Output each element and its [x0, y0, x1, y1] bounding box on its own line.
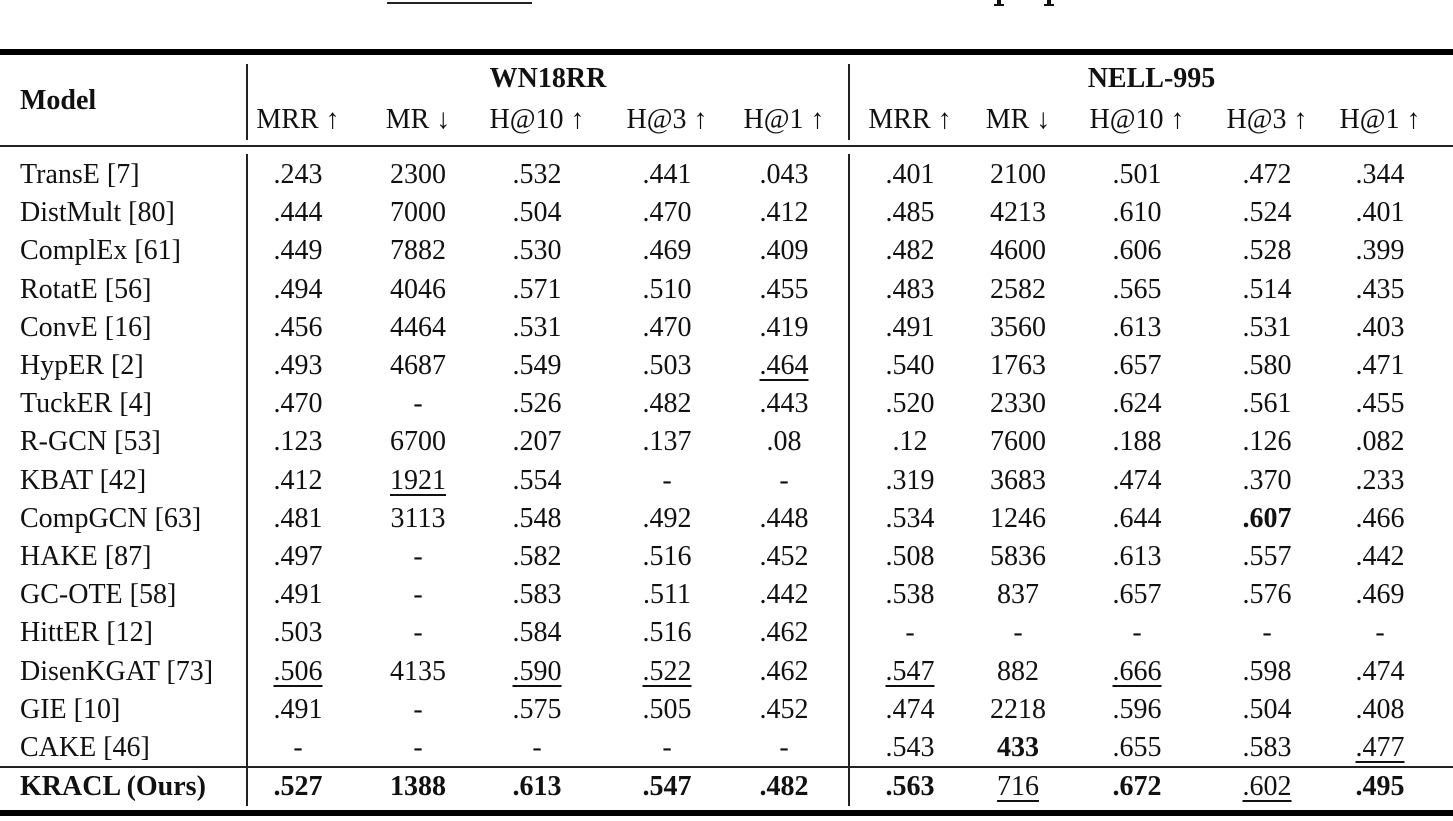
table-top-rule — [0, 49, 1453, 55]
metric-header-nell995: MR ↓ — [985, 104, 1051, 135]
metric-value-cell: 2300 — [390, 159, 446, 190]
metric-value-cell: .319 — [885, 464, 935, 496]
metric-value-cell: .442 — [759, 579, 809, 611]
metric-value-cell: .455 — [759, 273, 809, 305]
metric-value-cell: - — [413, 579, 423, 611]
metric-value-cell: .412 — [759, 197, 809, 229]
metric-value-cell: 6700 — [390, 426, 446, 458]
metric-value-cell: .557 — [1242, 541, 1292, 572]
metric-value-cell: .409 — [759, 235, 809, 267]
metric-value-cell: .233 — [1355, 464, 1405, 496]
metric-value-cell: - — [413, 617, 423, 649]
metric-value-cell: .613 — [512, 771, 562, 802]
model-name-cell: ComplEx [61] — [20, 235, 181, 267]
metric-value-cell: .082 — [1355, 426, 1405, 458]
metric-value-cell: .449 — [273, 235, 323, 267]
metric-value-cell: .538 — [885, 579, 935, 611]
metric-value-cell: .584 — [512, 617, 562, 649]
metric-value-cell: .455 — [1355, 388, 1405, 420]
metric-value-cell: .462 — [759, 655, 809, 687]
caption-glyph-fragment — [1047, 0, 1051, 6]
metric-value-cell: .508 — [885, 541, 935, 572]
metric-value-cell: .504 — [512, 197, 562, 229]
metric-value-cell: 2218 — [990, 693, 1046, 725]
metric-value-cell: .522 — [642, 655, 692, 687]
metric-value-cell: .602 — [1242, 771, 1292, 802]
metric-value-cell: 4464 — [390, 311, 446, 343]
metric-header-wn18rr: H@1 ↑ — [743, 104, 825, 135]
metric-value-cell: .506 — [273, 655, 323, 687]
metric-value-cell: .472 — [1242, 159, 1292, 190]
model-column-header: Model — [20, 85, 97, 116]
metric-value-cell: .583 — [1242, 732, 1292, 763]
model-name-cell: R-GCN [53] — [20, 426, 161, 458]
model-name-cell: KRACL (Ours) — [20, 771, 206, 802]
model-name-cell: CAKE [46] — [20, 732, 150, 763]
metric-value-cell: .491 — [885, 311, 935, 343]
metric-value-cell: .043 — [759, 159, 809, 190]
metric-value-cell: .471 — [1355, 350, 1405, 381]
metric-header-nell995: MRR ↑ — [868, 104, 952, 135]
metric-value-cell: .470 — [642, 197, 692, 229]
metric-value-cell: .582 — [512, 541, 562, 572]
metric-value-cell: .444 — [273, 197, 323, 229]
metric-value-cell: - — [662, 732, 672, 763]
model-name-cell: CompGCN [63] — [20, 502, 202, 534]
metric-value-cell: .516 — [642, 541, 692, 572]
metric-value-cell: .474 — [1112, 464, 1162, 496]
metric-value-cell: .456 — [273, 311, 323, 343]
metric-value-cell: 2582 — [990, 273, 1046, 305]
metric-value-cell: - — [413, 541, 423, 572]
metric-value-cell: .12 — [892, 426, 928, 458]
metric-value-cell: 2330 — [990, 388, 1046, 420]
metric-value-cell: .598 — [1242, 655, 1292, 687]
metric-value-cell: .511 — [643, 579, 691, 611]
metric-value-cell: .408 — [1355, 693, 1405, 725]
metric-value-cell: .554 — [512, 464, 562, 496]
metric-value-cell: 1763 — [990, 350, 1046, 381]
metric-value-cell: .505 — [642, 693, 692, 725]
header-rule — [0, 145, 1453, 147]
metric-value-cell: .530 — [512, 235, 562, 267]
metric-value-cell: 882 — [997, 655, 1039, 687]
model-name-cell: TuckER [4] — [20, 388, 152, 420]
dataset-header-wn18rr: WN18RR — [489, 63, 607, 94]
metric-value-cell: - — [1262, 617, 1272, 649]
table-bottom-rule — [0, 810, 1453, 816]
caption-glyph-fragment — [997, 0, 1001, 6]
metric-value-cell: .470 — [273, 388, 323, 420]
metric-value-cell: .412 — [273, 464, 323, 496]
metric-value-cell: 2100 — [990, 159, 1046, 190]
metric-value-cell: .474 — [1355, 655, 1405, 687]
metric-value-cell: .483 — [885, 273, 935, 305]
metric-value-cell: .435 — [1355, 273, 1405, 305]
metric-value-cell: .607 — [1242, 502, 1292, 534]
metric-value-cell: 1246 — [990, 502, 1046, 534]
metric-value-cell: .657 — [1112, 350, 1162, 381]
metric-value-cell: .469 — [1355, 579, 1405, 611]
metric-value-cell: .571 — [512, 273, 562, 305]
metric-value-cell: .547 — [885, 655, 935, 687]
metric-value-cell: .534 — [885, 502, 935, 534]
model-name-cell: GC-OTE [58] — [20, 579, 177, 611]
metric-value-cell: .548 — [512, 502, 562, 534]
metric-value-cell: .207 — [512, 426, 562, 458]
metric-value-cell: - — [532, 732, 542, 763]
metric-value-cell: .482 — [642, 388, 692, 420]
metric-value-cell: .493 — [273, 350, 323, 381]
metric-value-cell: .503 — [273, 617, 323, 649]
metric-value-cell: .477 — [1355, 732, 1405, 763]
metric-value-cell: .491 — [273, 693, 323, 725]
metric-value-cell: 4213 — [990, 197, 1046, 229]
metric-value-cell: .520 — [885, 388, 935, 420]
metric-header-wn18rr: H@3 ↑ — [626, 104, 708, 135]
metric-value-cell: - — [779, 732, 789, 763]
metric-value-cell: .442 — [1355, 541, 1405, 572]
metric-value-cell: .495 — [1355, 771, 1405, 802]
metric-value-cell: 7600 — [990, 426, 1046, 458]
metric-value-cell: .126 — [1242, 426, 1292, 458]
metric-value-cell: .491 — [273, 579, 323, 611]
metric-value-cell: .497 — [273, 541, 323, 572]
model-name-cell: ConvE [16] — [20, 311, 152, 343]
model-name-cell: GIE [10] — [20, 693, 121, 725]
metric-value-cell: .596 — [1112, 693, 1162, 725]
metric-value-cell: .613 — [1112, 311, 1162, 343]
metric-value-cell: .561 — [1242, 388, 1292, 420]
metric-value-cell: .441 — [642, 159, 692, 190]
model-name-cell: HAKE [87] — [20, 541, 152, 572]
metric-value-cell: 716 — [997, 771, 1039, 802]
metric-value-cell: .526 — [512, 388, 562, 420]
metric-value-cell: 7000 — [390, 197, 446, 229]
metric-value-cell: .524 — [1242, 197, 1292, 229]
metric-value-cell: 3683 — [990, 464, 1046, 496]
metric-value-cell: .469 — [642, 235, 692, 267]
metric-value-cell: 4600 — [990, 235, 1046, 267]
model-name-cell: DisenKGAT [73] — [20, 655, 214, 687]
metric-value-cell: 4687 — [390, 350, 446, 381]
metric-value-cell: 1388 — [390, 771, 446, 802]
metric-value-cell: .123 — [273, 426, 323, 458]
body-divider-datasets — [848, 154, 850, 806]
metric-value-cell: 5836 — [990, 541, 1046, 572]
metric-value-cell: .401 — [1355, 197, 1405, 229]
metric-value-cell: .501 — [1112, 159, 1162, 190]
metric-header-nell995: H@10 ↑ — [1089, 104, 1185, 135]
metric-value-cell: .610 — [1112, 197, 1162, 229]
metric-value-cell: .504 — [1242, 693, 1292, 725]
metric-value-cell: .443 — [759, 388, 809, 420]
metric-header-wn18rr: MRR ↑ — [256, 104, 340, 135]
model-name-cell: DistMult [80] — [20, 197, 175, 229]
metric-value-cell: .464 — [759, 350, 809, 381]
metric-value-cell: - — [905, 617, 915, 649]
metric-value-cell: .503 — [642, 350, 692, 381]
metric-value-cell: 3560 — [990, 311, 1046, 343]
metric-value-cell: 4046 — [390, 273, 446, 305]
metric-value-cell: .583 — [512, 579, 562, 611]
metric-value-cell: .403 — [1355, 311, 1405, 343]
metric-value-cell: 433 — [997, 732, 1039, 763]
metric-value-cell: .448 — [759, 502, 809, 534]
metric-value-cell: .243 — [273, 159, 323, 190]
metric-value-cell: .565 — [1112, 273, 1162, 305]
metric-value-cell: .528 — [1242, 235, 1292, 267]
metric-value-cell: .08 — [766, 426, 802, 458]
metric-value-cell: .531 — [1242, 311, 1292, 343]
metric-header-nell995: H@1 ↑ — [1339, 104, 1421, 135]
metric-value-cell: .482 — [885, 235, 935, 267]
metric-value-cell: .482 — [759, 771, 809, 802]
metric-value-cell: .606 — [1112, 235, 1162, 267]
metric-value-cell: .666 — [1112, 655, 1162, 687]
metric-value-cell: .485 — [885, 197, 935, 229]
metric-value-cell: .590 — [512, 655, 562, 687]
metric-value-cell: - — [1132, 617, 1142, 649]
metric-value-cell: .494 — [273, 273, 323, 305]
model-name-cell: RotatE [56] — [20, 273, 152, 305]
metric-value-cell: .540 — [885, 350, 935, 381]
metric-value-cell: .188 — [1112, 426, 1162, 458]
metric-value-cell: .580 — [1242, 350, 1292, 381]
metric-value-cell: .657 — [1112, 579, 1162, 611]
metric-header-wn18rr: MR ↓ — [385, 104, 451, 135]
metric-value-cell: 3113 — [390, 502, 446, 534]
model-name-cell: TransE [7] — [20, 159, 140, 190]
metric-value-cell: .481 — [273, 502, 323, 534]
model-name-cell: KBAT [42] — [20, 464, 147, 496]
metric-value-cell: 1921 — [390, 464, 446, 496]
metric-value-cell: .613 — [1112, 541, 1162, 572]
metric-value-cell: - — [413, 693, 423, 725]
metric-value-cell: .474 — [885, 693, 935, 725]
metric-value-cell: .462 — [759, 617, 809, 649]
metric-value-cell: .644 — [1112, 502, 1162, 534]
model-name-cell: HittER [12] — [20, 617, 153, 649]
metric-value-cell: .137 — [642, 426, 692, 458]
metric-value-cell: - — [413, 388, 423, 420]
metric-header-wn18rr: H@10 ↑ — [489, 104, 585, 135]
metric-value-cell: .470 — [642, 311, 692, 343]
metric-value-cell: 4135 — [390, 655, 446, 687]
metric-value-cell: .492 — [642, 502, 692, 534]
metric-value-cell: .532 — [512, 159, 562, 190]
caption-underline-mark — [387, 2, 532, 4]
metric-value-cell: - — [293, 732, 303, 763]
metric-value-cell: - — [1013, 617, 1023, 649]
metric-value-cell: 837 — [997, 579, 1039, 611]
metric-value-cell: .543 — [885, 732, 935, 763]
caption-fragment — [0, 0, 1453, 20]
metric-value-cell: .452 — [759, 693, 809, 725]
metric-value-cell: .575 — [512, 693, 562, 725]
metric-value-cell: .514 — [1242, 273, 1292, 305]
metric-value-cell: - — [662, 464, 672, 496]
metric-value-cell: .549 — [512, 350, 562, 381]
metric-value-cell: - — [413, 732, 423, 763]
metric-value-cell: .466 — [1355, 502, 1405, 534]
metric-value-cell: .344 — [1355, 159, 1405, 190]
metric-value-cell: .370 — [1242, 464, 1292, 496]
metric-value-cell: .655 — [1112, 732, 1162, 763]
metric-value-cell: .419 — [759, 311, 809, 343]
metric-header-nell995: H@3 ↑ — [1226, 104, 1308, 135]
metric-value-cell: .672 — [1112, 771, 1162, 802]
metric-value-cell: .547 — [642, 771, 692, 802]
dataset-header-nell995: NELL-995 — [1087, 63, 1216, 94]
metric-value-cell: .527 — [273, 771, 323, 802]
metric-value-cell: .401 — [885, 159, 935, 190]
metric-value-cell: .510 — [642, 273, 692, 305]
metric-value-cell: .531 — [512, 311, 562, 343]
model-name-cell: HypER [2] — [20, 350, 144, 381]
metric-value-cell: .516 — [642, 617, 692, 649]
metric-value-cell: .563 — [885, 771, 935, 802]
metric-value-cell: 7882 — [390, 235, 446, 267]
metric-value-cell: .624 — [1112, 388, 1162, 420]
metric-value-cell: - — [1375, 617, 1385, 649]
metric-value-cell: .452 — [759, 541, 809, 572]
metric-value-cell: .399 — [1355, 235, 1405, 267]
metric-value-cell: - — [779, 464, 789, 496]
metric-value-cell: .576 — [1242, 579, 1292, 611]
